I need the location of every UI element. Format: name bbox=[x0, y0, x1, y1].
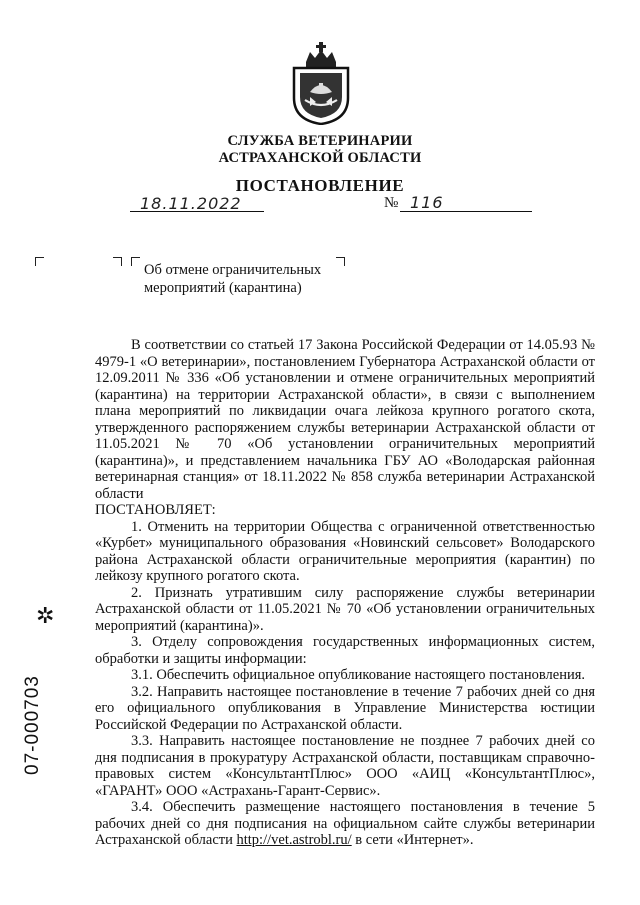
paragraph-3-4-tail: в сети «Интернет». bbox=[351, 832, 474, 848]
subject-line1: Об отмене ограничительных bbox=[144, 262, 322, 278]
document-body bbox=[95, 337, 595, 849]
paragraph-3-2: 3.2. Направить настоящее постановление в течение 7 рабочих дней со дня его официального опубликования в Управление Министерства юстиции Российской Федерации по Астраханской области. bbox=[95, 683, 595, 733]
coat-of-arms-emblem bbox=[292, 40, 350, 125]
document-date: 18.11.2022 bbox=[140, 194, 242, 213]
preamble-paragraph: В соответствии со статьей 17 Закона Российской Федерации от 14.05.93 № 4979-1 «О ветеринарии», постановлением Губернатора Астраханской области от 12.09.2011 № 336 «Об установлении и отмене ограничительных мероприятий (карантина) на территории Астраханской области», в связи с выполнением плана мероприятий по ликвидации очага лейкоза крупного рогатого скота, утвержденного распоряжением службы ветеринарии Астраханской области от 11.05.2021 № 70 «Об установлении ограничительных мероприятий (карантина)», и представлением начальника ГБУ АО «Володарская районная ветеринарная станция» от 18.11.2022 № 858 служба ветеринарии Астраханской области bbox=[95, 337, 595, 502]
paragraph-2: 2. Признать утратившим силу распоряжение службы ветеринарии Астраханской области от 11.05.2021 № 70 «Об установлении ограничительных мероприятий (карантина)». bbox=[95, 584, 595, 634]
organization-name-line2: АСТРАХАНСКОЙ ОБЛАСТИ bbox=[218, 150, 422, 166]
registration-number: 07-000703 bbox=[22, 675, 43, 775]
number-label: № bbox=[384, 195, 399, 211]
document-number: 116 bbox=[410, 193, 444, 212]
corner-mark bbox=[131, 257, 140, 266]
paragraph-3-4 bbox=[95, 799, 595, 849]
paragraph-1: 1. Отменить на территории Общества с ограниченной ответственностью «Курбет» муниципального образования «Новинский сельсовет» Володарского района Астраханской области ограничительные мероприятия (карантин) по лейкозу крупного рогатого скота. bbox=[95, 518, 595, 584]
organization-name-line1: СЛУЖБА ВЕТЕРИНАРИИ bbox=[227, 133, 413, 149]
corner-mark bbox=[35, 257, 44, 266]
paragraph-3-4-text: 3.4. Обеспечить размещение настоящего постановления в течение 5 рабочих дней со дня подписания на официальном сайте службы ветеринарии Астраханской области bbox=[95, 799, 595, 848]
subject-line2: мероприятий (карантина) bbox=[144, 280, 302, 296]
paragraph-3-3: 3.3. Направить настоящее постановление не позднее 7 рабочих дней со дня подписания в прокуратуру Астраханской области, поставщикам справочно-правовых систем «КонсультантПлюс» ООО «АИЦ «КонсультантПлюс», «ГАРАНТ» ООО «Астрахань-Гарант-Сервис». bbox=[95, 733, 595, 799]
registration-star-mark: ✲ bbox=[36, 604, 55, 629]
paragraph-3-1: 3.1. Обеспечить официальное опубликование настоящего постановления. bbox=[131, 667, 586, 683]
corner-mark bbox=[113, 257, 122, 266]
website-link[interactable]: http://vet.astrobl.ru/ bbox=[236, 832, 352, 848]
decree-word: ПОСТАНОВЛЯЕТ: bbox=[95, 502, 216, 518]
document-subject bbox=[144, 261, 321, 297]
corner-mark bbox=[336, 257, 345, 266]
paragraph-3: 3. Отделу сопровождения государственных информационных систем, обработки и защиты информации: bbox=[95, 634, 595, 667]
document-title: ПОСТАНОВЛЕНИЕ bbox=[235, 176, 405, 195]
